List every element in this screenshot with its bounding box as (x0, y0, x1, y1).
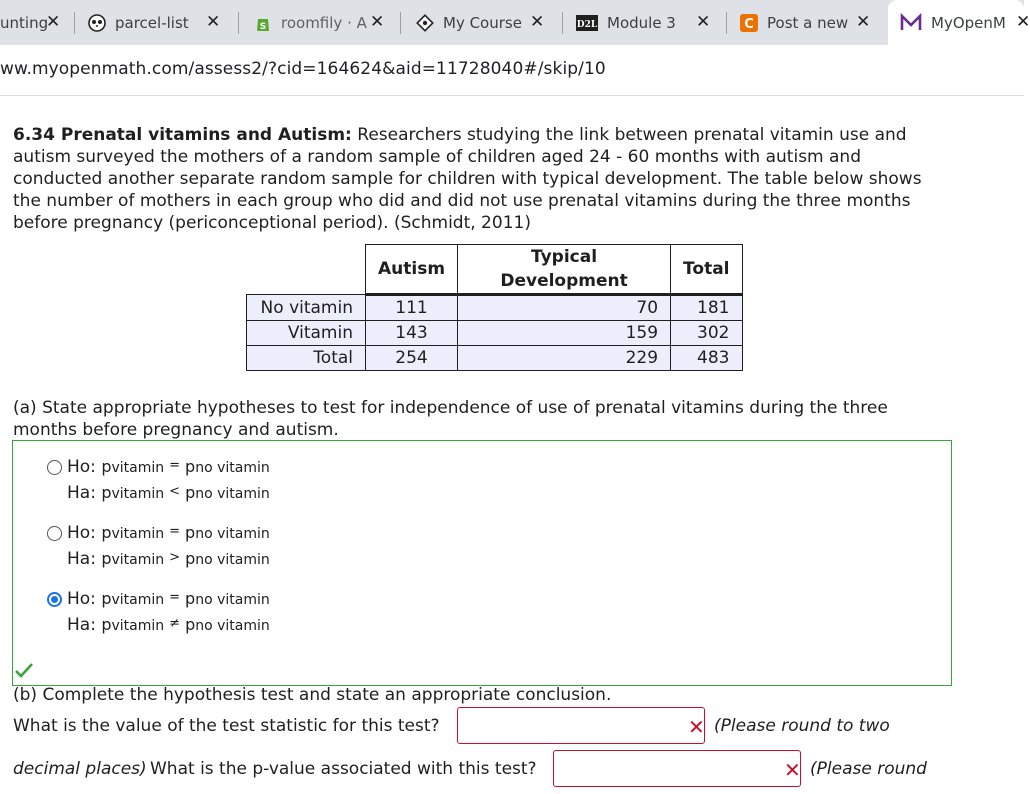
tab-title: unting (0, 13, 49, 32)
ha-label: Ha: (67, 483, 96, 503)
ho-label: Ho: (67, 523, 96, 543)
part-b-prompt: (b) Complete the hypothesis test and state an appropriate conclusion. (13, 685, 612, 705)
incorrect-x-icon: ✕ (688, 715, 705, 739)
table-cell: 302 (671, 321, 742, 346)
tab-separator (400, 12, 401, 34)
p-symbol: p (185, 615, 196, 634)
tab-close-icon[interactable]: ✕ (1016, 12, 1030, 32)
subscript: vitamin (111, 486, 165, 502)
test-statistic-input[interactable] (457, 707, 705, 744)
p-symbol: p (185, 549, 196, 568)
row-label: Total (247, 346, 366, 371)
question-text (13, 124, 953, 234)
tab-parcel-list[interactable] (88, 0, 238, 45)
tab-my-course[interactable] (416, 0, 561, 45)
tab-accounting[interactable] (0, 0, 72, 45)
d2l-icon (576, 15, 598, 31)
ho-line (67, 457, 270, 477)
svg-text:S: S (259, 21, 267, 32)
tab-close-icon[interactable]: ✕ (696, 12, 711, 32)
row-label: No vitamin (247, 295, 366, 321)
round-hint-2: (Please round (810, 759, 927, 779)
tab-close-icon[interactable]: ✕ (46, 12, 61, 32)
table-header: Autism (366, 245, 458, 295)
ha-line (67, 549, 270, 569)
tab-strip (0, 0, 1030, 45)
operator: = (169, 458, 181, 473)
p-symbol: p (101, 589, 112, 608)
subscript: vitamin (111, 526, 165, 542)
address-bar[interactable] (0, 45, 1024, 96)
table-header: Typical Development (458, 245, 671, 295)
subscript: no vitamin (195, 552, 270, 568)
radio-button[interactable] (47, 460, 62, 475)
part-a-answer-box (12, 440, 952, 686)
subscript: no vitamin (195, 460, 270, 476)
p-symbol: p (101, 615, 112, 634)
operator: = (169, 524, 181, 539)
question-title: 6.34 Prenatal vitamins and Autism: (13, 125, 352, 145)
tab-close-icon[interactable]: ✕ (370, 12, 385, 32)
question-body: Researchers studying the link between prenatal vitamin use and autism surveyed the mothers of a random sample of children aged 24 - 60 months with autism and conducted another separate random sample for children with typical development. The table below shows the number of mothers in each group who did and did not use prenatal vitamins during the three months before pregnancy (periconceptional period). (Schmidt, 2011) (13, 125, 922, 233)
tab-title: MyOpenM (931, 13, 1006, 32)
chegg-icon (740, 14, 758, 32)
subscript: vitamin (111, 552, 165, 568)
tab-title: roomfily · A (281, 13, 367, 32)
table-header: Total (671, 245, 742, 295)
operator: ≠ (169, 616, 181, 631)
tab-close-icon[interactable]: ✕ (530, 12, 545, 32)
tab-myopenmath[interactable] (888, 0, 1030, 45)
table-cell: 181 (671, 295, 742, 321)
panda-icon (88, 14, 106, 32)
table-cell: 229 (458, 346, 671, 371)
tab-post-a-new[interactable] (740, 0, 885, 45)
table-row (247, 321, 743, 346)
operator: = (169, 590, 181, 605)
tab-roomfily[interactable] (254, 0, 399, 45)
tab-close-icon[interactable]: ✕ (856, 12, 871, 32)
part-a-prompt: (a) State appropriate hypotheses to test for independence of use of prenatal vitamins during the three months before pregnancy and autism. (13, 398, 888, 440)
incorrect-x-icon: ✕ (784, 758, 801, 782)
operator: > (169, 550, 181, 565)
tab-separator (562, 12, 563, 34)
ho-line (67, 523, 270, 543)
myopenmath-icon (900, 14, 922, 32)
p-symbol: p (185, 457, 196, 476)
p-symbol: p (185, 523, 196, 542)
tab-separator (238, 12, 239, 34)
checkmark-icon (14, 662, 34, 678)
radio-button-selected[interactable] (47, 592, 62, 607)
p-symbol: p (185, 483, 196, 502)
tab-title: Post a new (767, 13, 849, 32)
contingency-table (246, 244, 743, 371)
p-value-input[interactable] (553, 750, 801, 787)
table-cell: 143 (366, 321, 458, 346)
subscript: no vitamin (195, 526, 270, 542)
table-cell: 70 (458, 295, 671, 321)
radio-button[interactable] (47, 526, 62, 541)
svg-text:D2L: D2L (576, 19, 598, 30)
table-row (247, 295, 743, 321)
row-label: Vitamin (247, 321, 366, 346)
subscript: no vitamin (195, 592, 270, 608)
shopify-icon (254, 14, 272, 32)
operator: < (169, 484, 181, 499)
round-hint-1-cont: decimal places) (13, 759, 147, 779)
tab-title: My Course (443, 13, 522, 32)
table-cell: 254 (366, 346, 458, 371)
table-cell: 111 (366, 295, 458, 321)
ho-line (67, 589, 270, 609)
ha-label: Ha: (67, 615, 96, 635)
p-symbol: p (185, 589, 196, 608)
ha-label: Ha: (67, 549, 96, 569)
svg-text:C: C (744, 16, 754, 32)
p-symbol: p (101, 483, 112, 502)
table-corner (247, 245, 366, 295)
p-symbol: p (101, 457, 112, 476)
subscript: vitamin (111, 592, 165, 608)
tab-close-icon[interactable]: ✕ (206, 12, 221, 32)
ho-label: Ho: (67, 589, 96, 609)
table-cell: 159 (458, 321, 671, 346)
subscript: vitamin (111, 460, 165, 476)
p-symbol: p (101, 549, 112, 568)
page-content (0, 96, 1024, 794)
tab-module-3[interactable] (576, 0, 726, 45)
subscript: no vitamin (195, 486, 270, 502)
ho-label: Ho: (67, 457, 96, 477)
table-row (247, 346, 743, 371)
tab-title: parcel-list (115, 13, 189, 32)
subscript: vitamin (111, 618, 165, 634)
ha-line (67, 615, 270, 635)
p-value-question: What is the p-value associated with this test? (150, 759, 537, 779)
p-symbol: p (101, 523, 112, 542)
table-cell: 483 (671, 346, 742, 371)
diamond-icon (416, 14, 434, 32)
tab-separator (726, 12, 727, 34)
tab-separator (74, 12, 75, 34)
test-statistic-question: What is the value of the test statistic for this test? (13, 716, 440, 736)
subscript: no vitamin (195, 618, 270, 634)
round-hint-1: (Please round to two (714, 716, 890, 736)
tab-title: Module 3 (607, 13, 676, 32)
url-text[interactable]: ww.myopenmath.com/assess2/?cid=164624&aid=11728040#/skip/10 (0, 59, 606, 79)
ha-line (67, 483, 270, 503)
